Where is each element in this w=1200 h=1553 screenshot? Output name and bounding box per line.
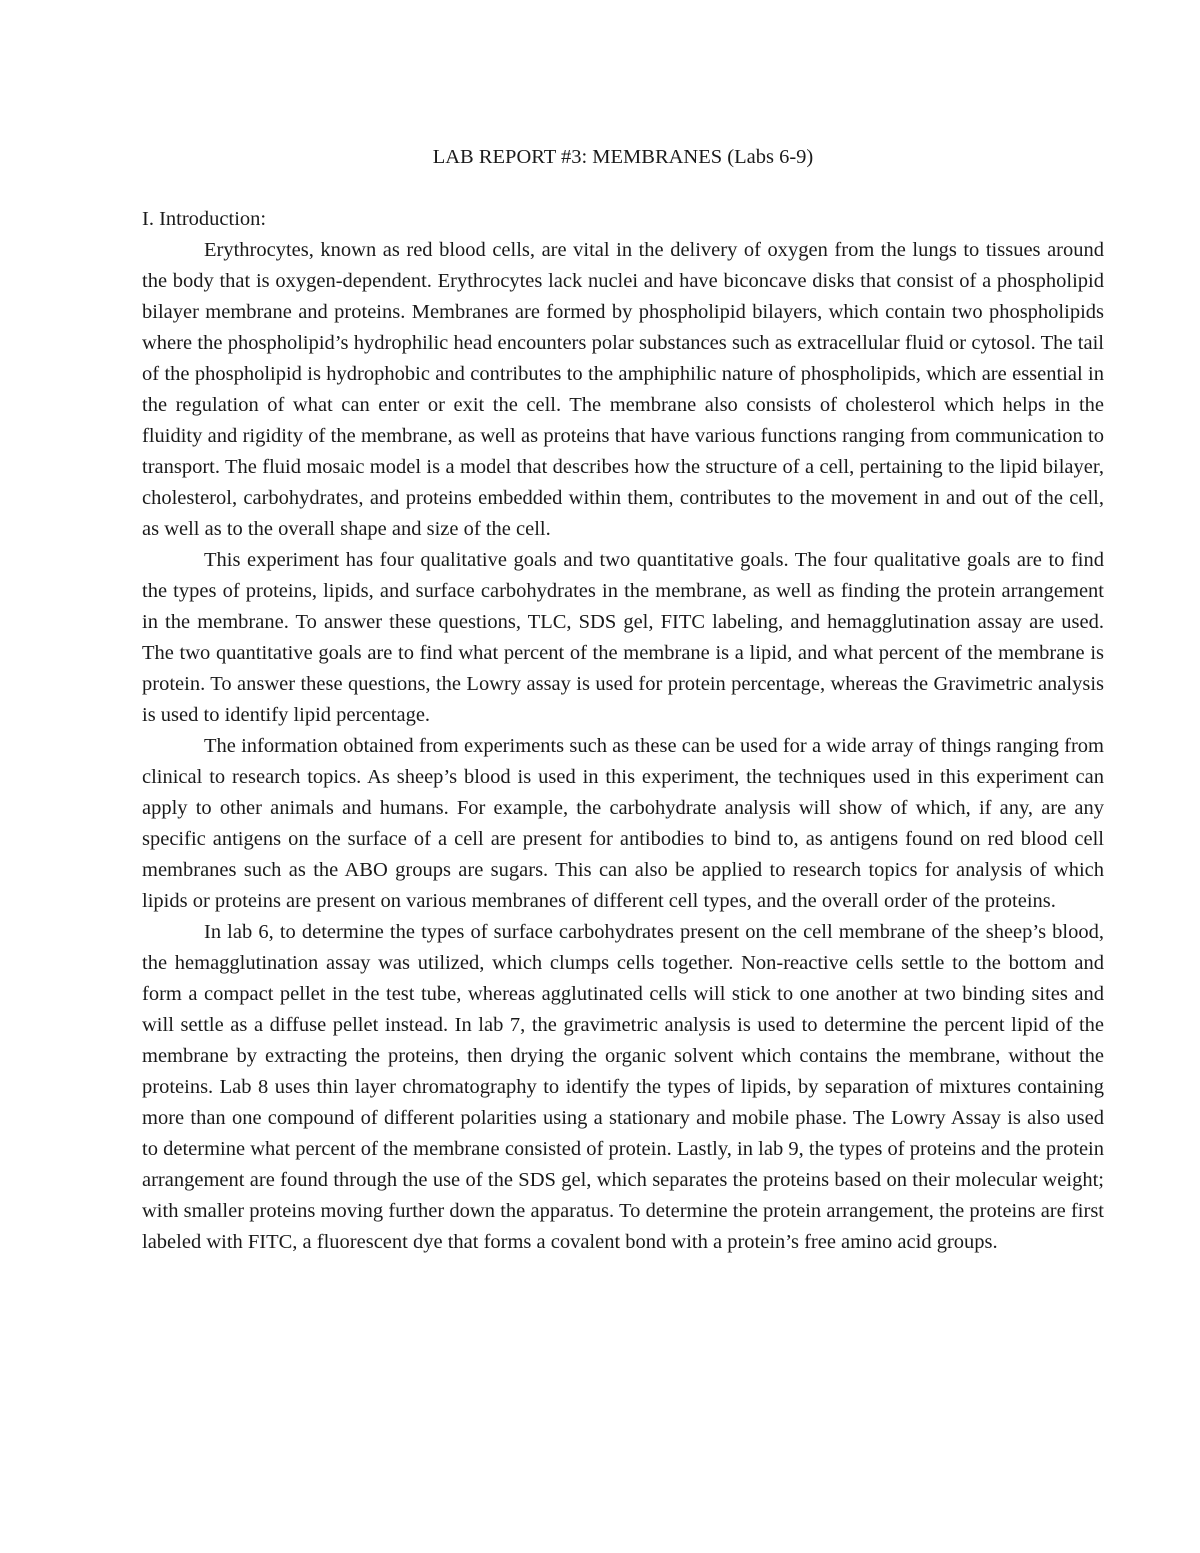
paragraph-lab-methods: In lab 6, to determine the types of surface carbohydrates present on the cell membrane of the sheep’s blood, the hemagglutination assay was utilized, which clumps cells together. Non-reactive cells settle to the bottom and form a compact pellet in the test tube, whereas agglutinated cells will stick to one another at two binding sites and will settle as a diffuse pellet instead. In lab 7, the gravimetric analysis is used to determine the percent lipid of the membrane by extracting the proteins, then drying the organic solvent which contains the membrane, without the proteins. Lab 8 uses thin layer chromatography to identify the types of lipids, by separation of mixtures containing more than one compound of different polarities using a stationary and mobile phase. The Lowry Assay is also used to determine what percent of the membrane consisted of protein. Lastly, in lab 9, the types of proteins and the protein arrangement are found through the use of the SDS gel, which separates the proteins based on their molecular weight; with smaller proteins moving further down the apparatus. To determine the protein arrangement, the proteins are first labeled with FITC, a fluorescent dye that forms a covalent bond with a protein’s free amino acid groups. bbox=[142, 921, 1104, 1253]
document-body bbox=[142, 142, 1104, 1258]
paragraph-erythrocytes: Erythrocytes, known as red blood cells, are vital in the delivery of oxygen from the lungs to tissues around the body that is oxygen-dependent. Erythrocytes lack nuclei and have biconcave disks that consist of a phospholipid bilayer membrane and proteins. Membranes are formed by phospholipid bilayers, which contain two phospholipids where the phospholipid’s hydrophilic head encounters polar substances such as extracellular fluid or cytosol. The tail of the phospholipid is hydrophobic and contributes to the amphiphilic nature of phospholipids, which are essential in the regulation of what can enter or exit the cell. The membrane also consists of cholesterol which helps in the fluidity and rigidity of the membrane, as well as proteins that have various functions ranging from communication to transport. The fluid mosaic model is a model that describes how the structure of a cell, pertaining to the lipid bilayer, cholesterol, carbohydrates, and proteins embedded within them, contributes to the movement in and out of the cell, as well as to the overall shape and size of the cell. bbox=[142, 239, 1104, 540]
paragraph-applications: The information obtained from experiments such as these can be used for a wide array of things ranging from clinical to research topics. As sheep’s blood is used in this experiment, the techniques used in this experiment can apply to other animals and humans. For example, the carbohydrate analysis will show of which, if any, are any specific antigens on the surface of a cell are present for antibodies to bind to, as antigens found on red blood cell membranes such as the ABO groups are sugars. This can also be applied to research topics for analysis of which lipids or proteins are present on various membranes of different cell types, and the overall order of the proteins. bbox=[142, 735, 1104, 912]
paragraph-goals: This experiment has four qualitative goals and two quantitative goals. The four qualitative goals are to find the types of proteins, lipids, and surface carbohydrates in the membrane, as well as finding the protein arrangement in the membrane. To answer these questions, TLC, SDS gel, FITC labeling, and hemagglutination assay are used. The two quantitative goals are to find what percent of the membrane is a lipid, and what percent of the membrane is protein. To answer these questions, the Lowry assay is used for protein percentage, whereas the Gravimetric analysis is used to identify lipid percentage. bbox=[142, 549, 1104, 726]
document-title: LAB REPORT #3: MEMBRANES (Labs 6-9) bbox=[432, 146, 814, 168]
section-heading-introduction: I. Introduction: bbox=[142, 208, 267, 230]
